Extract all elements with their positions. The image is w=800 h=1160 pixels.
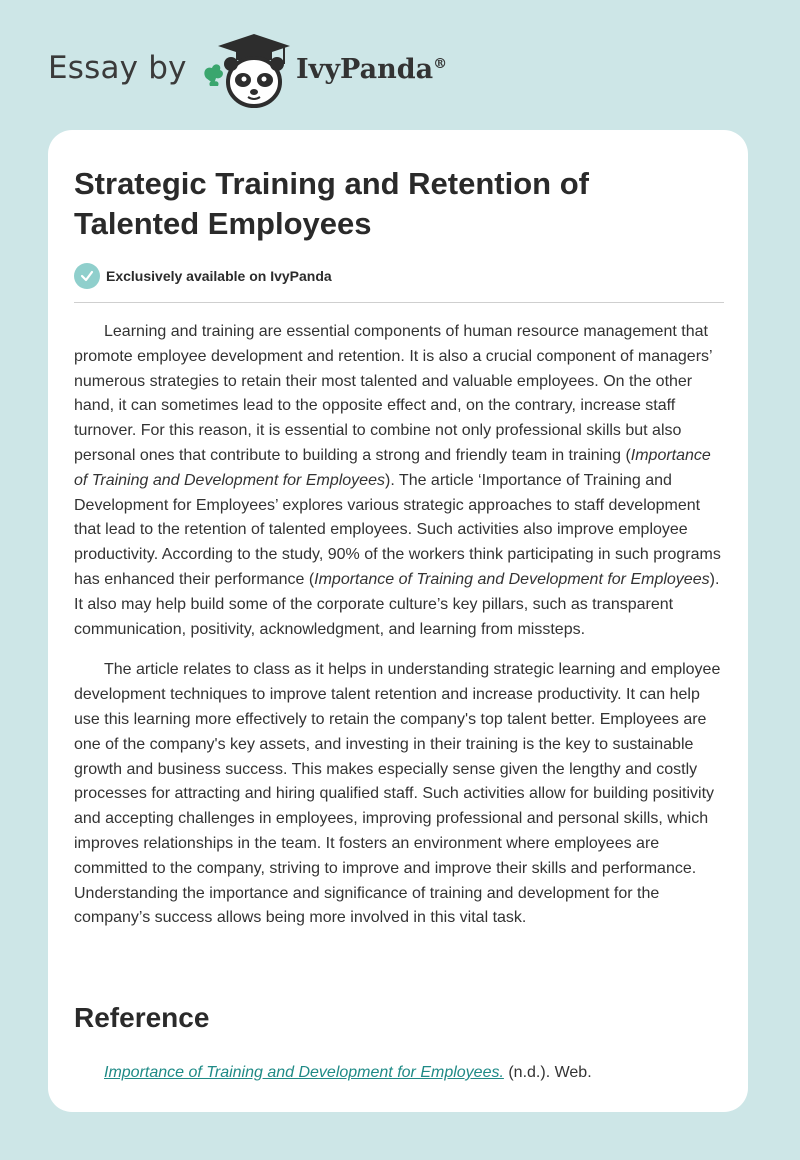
site-header — [0, 0, 800, 130]
essay-body — [74, 320, 726, 947]
brand-text: IvyPanda — [296, 54, 434, 85]
essay-title: Strategic Training and Retention of Talented Employees — [74, 166, 589, 241]
divider — [74, 302, 724, 303]
exclusive-badge — [74, 262, 332, 290]
badge-text: Exclusively available on IvyPanda — [106, 268, 332, 284]
p1-text-b: ). The article ‘Importance of Training and Development for Employees’ explores various strategic approaches to staff development that lead to the retention of talented employees. Such activities also improve employee productivity. According to the study, 90% of the workers think participating in such programs has enhanced their performance ( — [74, 471, 721, 588]
p1-citation-2: Importance of Training and Development for Employees — [314, 570, 710, 588]
brand-name[interactable] — [296, 54, 447, 85]
reference-link[interactable]: Importance of Training and Development for Employees. — [104, 1064, 504, 1081]
p1-text-a: Learning and training are essential components of human resource management that promote employee development and retention. It is also a crucial component of managers’ numerous strategies to retain their most talented and valuable employees. On the other hand, it can sometimes lead to the opposite effect and, on the contrary, increase staff turnover. For this reason, it is essential to combine not only professional skills but also personal ones that contribute to building a strong and friendly team in training ( — [74, 323, 712, 464]
paragraph-1 — [74, 320, 726, 642]
reference-rest: (n.d.). Web. — [503, 1064, 592, 1081]
panda-logo-icon[interactable] — [198, 34, 294, 110]
p1-citation-1: Importance of Training and Development for Employees — [74, 446, 711, 489]
registered-mark: ® — [433, 56, 448, 72]
essay-card — [48, 130, 748, 1112]
essay-by-label: Essay by — [48, 50, 187, 86]
p1-text-c: ). It also may help build some of the corporate culture’s key pillars, such as transparent communication, positivity, acknowledgment, and learning from missteps. — [74, 570, 720, 638]
reference-heading: Reference — [74, 1002, 210, 1033]
checkmark-icon — [74, 263, 100, 289]
reference-entry — [104, 1064, 592, 1082]
paragraph-2: The article relates to class as it helps in understanding strategic learning and employee development techniques to improve talent retention and increase productivity. It can help use this learning more effectively to retain the company's top talent better. Employees are one of the company's key assets, and investing in their training is the key to sustainable growth and business success. This makes especially sense given the lengthy and costly processes for attracting and hiring qualified staff. Such activities allow for building positivity and accepting challenges in employees, improving professional and personal skills, which improves relationships in the team. It fosters an environment where employees are committed to the company, striving to improve and improve their skills and performance. Understanding the importance and significance of training and development for the company’s success allows being more involved in this vital task. — [74, 661, 721, 927]
